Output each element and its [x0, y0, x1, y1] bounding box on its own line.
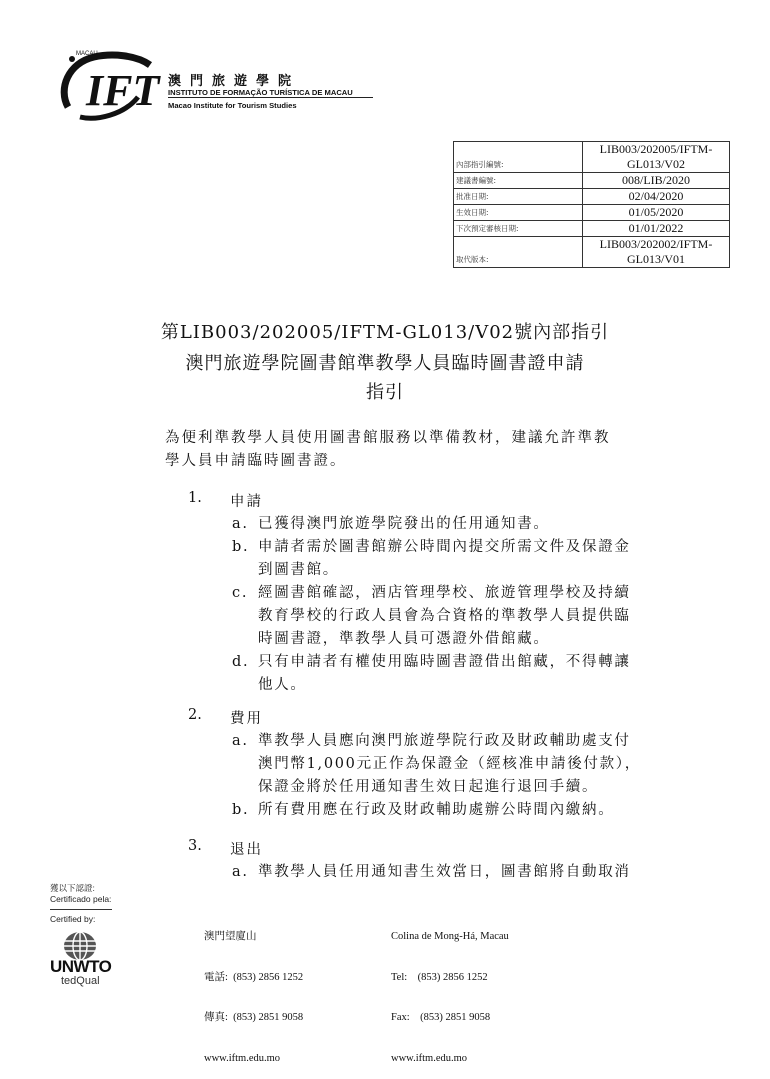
item-line: 準教學人員應向澳門旅遊學院行政及財政輔助處支付 — [258, 733, 631, 749]
item-line: 他人。 — [258, 677, 307, 693]
document-title-line-2: 澳門旅遊學院圖書館準教學人員臨時圖書證申請 — [185, 353, 585, 374]
certified-label-zh: 獲以下認證: — [50, 883, 95, 893]
info-value: LIB003/202002/IFTM-GL013/V01 — [583, 237, 730, 268]
logo-text: IFT — [86, 66, 160, 115]
address-line: www.iftm.edu.mo — [204, 1052, 281, 1064]
logo-small-text: MACAU — [76, 51, 98, 57]
info-value: LIB003/202005/IFTM-GL013/V02 — [583, 142, 730, 173]
item-marker: a. — [232, 864, 249, 880]
item-line: 經圖書館確認，酒店管理學校、旅遊管理學校及持續 — [258, 585, 631, 601]
info-row — [454, 142, 730, 173]
item-line: 到圖書館。 — [258, 562, 339, 578]
institution-name-zh: 澳門旅遊學院 — [168, 74, 301, 89]
info-label: 生效日期: — [454, 205, 583, 221]
info-label: 取代版本: — [454, 237, 583, 268]
intro-line: 為便利準教學人員使用圖書館服務以準備教材，建議允許準教 — [165, 430, 611, 446]
item-line: 只有申請者有權使用臨時圖書證借出館藏，不得轉讓 — [258, 654, 631, 670]
address-line: Colina de Mong-Há, Macau — [391, 931, 509, 942]
info-row — [454, 189, 730, 205]
item-marker: a. — [232, 733, 249, 749]
intro-paragraph — [165, 427, 665, 473]
list-item — [232, 513, 662, 536]
item-marker: b. — [232, 802, 250, 818]
address-line: Fax: (853) 2851 9058 — [391, 1012, 491, 1023]
info-label: 下次預定審核日期: — [454, 221, 583, 237]
info-value: 01/01/2022 — [583, 221, 730, 237]
document-title-line-3: 指引 — [366, 382, 404, 403]
item-line: 申請者需於圖書館辦公時間內提交所需文件及保證金 — [258, 539, 631, 555]
item-marker: d. — [232, 654, 250, 670]
info-row — [454, 173, 730, 189]
item-line: 教育學校的行政人員會為合資格的準教學人員提供臨 — [258, 608, 631, 624]
section-heading: 退出 — [230, 842, 263, 858]
info-label: 內部指引編號: — [454, 142, 583, 173]
item-line: 時圖書證，準教學人員可憑證外借館藏。 — [258, 631, 550, 647]
info-value: 02/04/2020 — [583, 189, 730, 205]
info-row — [454, 205, 730, 221]
info-label: 建議書編號: — [454, 173, 583, 189]
address-line: 傳真: (853) 2851 9058 — [204, 1012, 304, 1023]
address-line: 電話: (853) 2856 1252 — [204, 971, 304, 983]
item-line: 已獲得澳門旅遊學院發出的任用通知書。 — [258, 516, 550, 532]
section-number: 2. — [188, 707, 202, 723]
info-row — [454, 237, 730, 268]
unwto-logo-text: UNWTO — [50, 957, 112, 976]
header-divider — [168, 97, 373, 98]
list-item — [232, 730, 662, 799]
info-value: 008/LIB/2020 — [583, 173, 730, 189]
info-value: 01/05/2020 — [583, 205, 730, 221]
list-item — [232, 582, 662, 651]
item-marker: b. — [232, 539, 250, 555]
footer-divider — [50, 909, 112, 910]
section-heading: 費用 — [230, 711, 263, 727]
item-line: 所有費用應在行政及財政輔助處辦公時間內繳納。 — [258, 802, 615, 818]
info-label: 批准日期: — [454, 189, 583, 205]
certified-label-pt: Certificado pela: — [50, 894, 112, 904]
address-line: www.iftm.edu.mo — [391, 1052, 468, 1064]
list-item — [232, 799, 662, 822]
address-block-zh — [204, 903, 303, 1079]
section-heading: 申請 — [230, 494, 263, 510]
section-number: 3. — [188, 838, 202, 854]
item-line: 澳門幣1,000元正作為保證金（經核准申請後付款）， — [258, 756, 641, 772]
tedqual-text: tedQual — [61, 975, 100, 987]
document-info-table — [453, 141, 730, 268]
section-number: 1. — [188, 490, 202, 506]
ift-logo — [50, 45, 162, 125]
address-line: 澳門望廈山 — [204, 931, 257, 942]
list-item — [232, 536, 662, 582]
institution-name-pt: INSTITUTO DE FORMAÇÃO TURÍSTICA DE MACAU — [168, 88, 353, 97]
item-marker: a. — [232, 516, 249, 532]
list-item — [232, 861, 662, 884]
item-line: 保證金將於任用通知書生效日起進行退回手續。 — [258, 779, 599, 795]
item-marker: c. — [232, 585, 249, 601]
certified-label-en: Certified by: — [50, 914, 96, 924]
item-line: 準教學人員任用通知書生效當日，圖書館將自動取消 — [258, 864, 631, 880]
document-title-line-1: 第LIB003/202005/IFTM-GL013/V02號內部指引 — [160, 322, 610, 343]
info-row — [454, 221, 730, 237]
intro-line: 學人員申請臨時圖書證。 — [165, 453, 347, 469]
address-line: Tel: (853) 2856 1252 — [391, 971, 488, 983]
list-item — [232, 651, 662, 697]
institution-name-en: Macao Institute for Tourism Studies — [168, 101, 297, 110]
address-block-pt — [391, 903, 509, 1079]
